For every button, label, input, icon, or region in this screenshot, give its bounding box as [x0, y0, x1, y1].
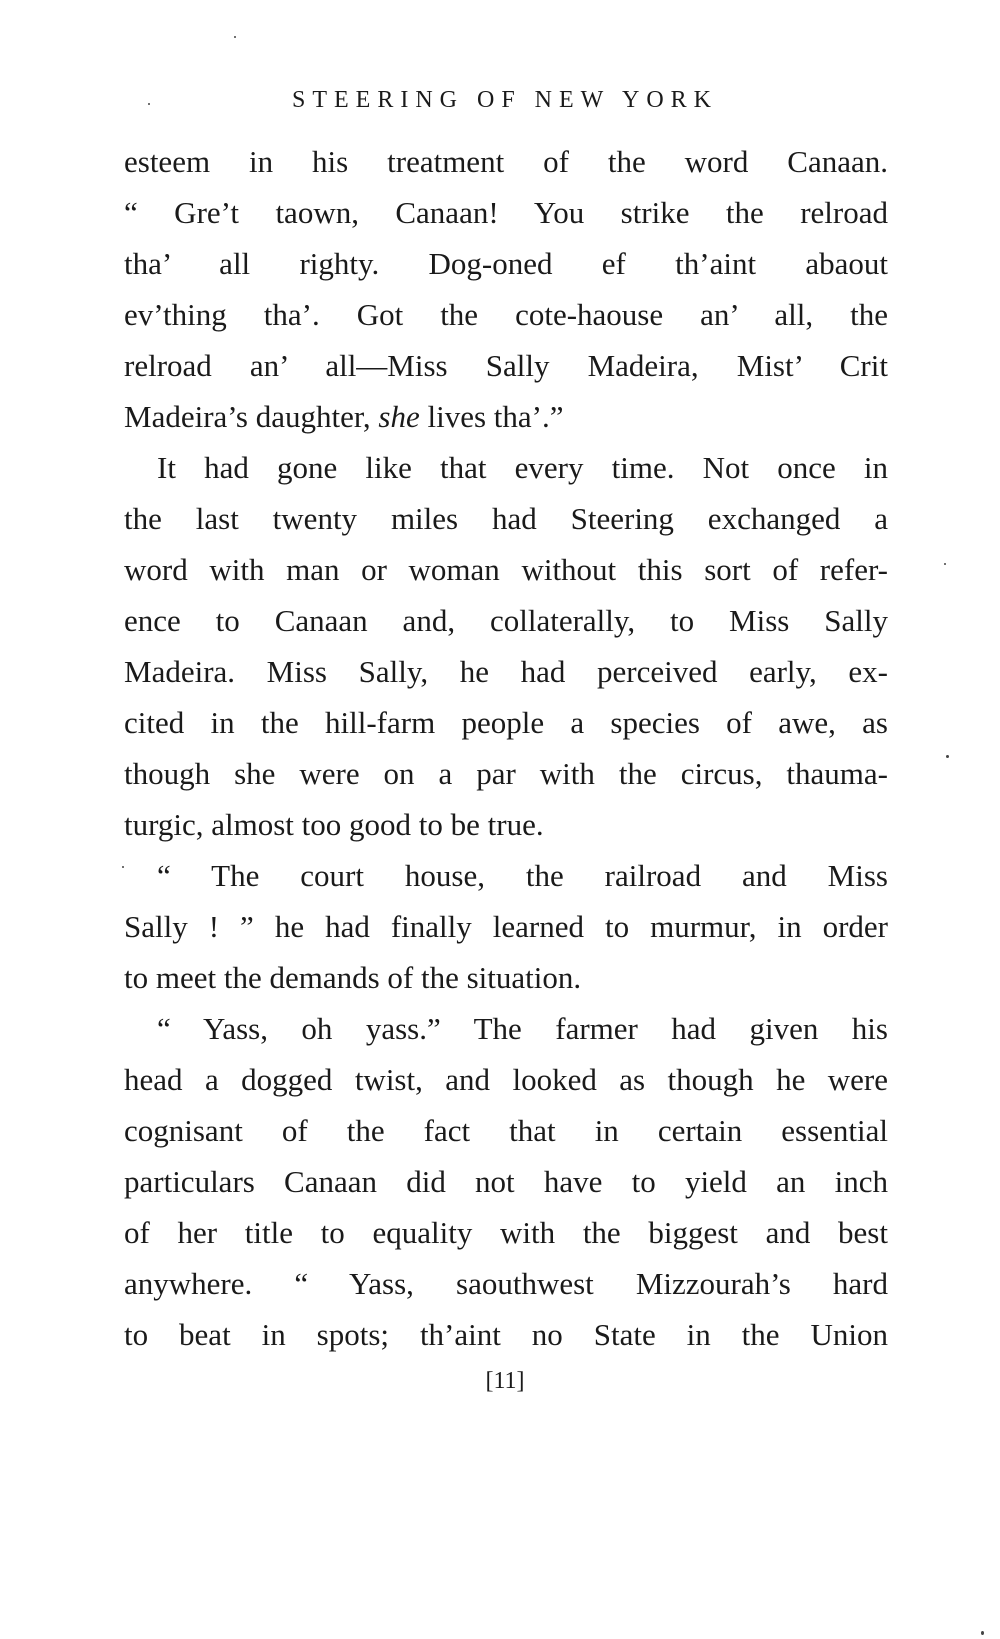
text-line: relroad an’ all—Miss Sally Madeira, Mist’ Crit — [124, 348, 888, 383]
text-fragment: lives tha’.” — [427, 399, 564, 434]
text-line: anywhere. “ Yass, saouthwest Mizzourah’s hard — [124, 1266, 888, 1301]
text-line: word with man or woman without this sort of refer- — [124, 552, 888, 587]
text-line: cited in the hill-farm people a species of awe, as — [124, 705, 888, 740]
page-number: [11] — [485, 1368, 525, 1394]
paper-speck — [981, 1631, 984, 1635]
italic-word: she — [378, 399, 420, 434]
text-line: “ The court house, the railroad and Miss — [157, 858, 888, 893]
text-fragment: Madeira’s daughter, — [124, 399, 371, 434]
text-line: Sally ! ” he had finally learned to murmur, in order — [124, 909, 888, 944]
text-line: head a dogged twist, and looked as though he were — [124, 1062, 888, 1097]
paper-speck — [944, 563, 946, 565]
text-line: to beat in spots; th’aint no State in the Union — [124, 1317, 888, 1352]
text-line: tha’ all righty. Dog-oned ef th’aint abaout — [124, 246, 888, 281]
paper-speck — [122, 866, 124, 868]
paper-speck — [946, 755, 949, 758]
running-head: STEERING OF NEW YORK — [292, 87, 718, 113]
text-line: Madeira. Miss Sally, he had perceived early, ex- — [124, 654, 888, 689]
text-line: ence to Canaan and, collaterally, to Miss Sally — [124, 603, 888, 638]
text-line: turgic, almost too good to be true. — [124, 807, 544, 842]
text-line: It had gone like that every time. Not once in — [157, 450, 888, 485]
text-line: cognisant of the fact that in certain essential — [124, 1113, 888, 1148]
text-line: to meet the demands of the situation. — [124, 960, 582, 995]
text-line: of her title to equality with the biggest and best — [124, 1215, 888, 1250]
text-line: particulars Canaan did not have to yield an inch — [124, 1164, 888, 1199]
text-line — [124, 391, 888, 442]
text-line: “ Gre’t taown, Canaan! You strike the relroad — [124, 195, 888, 230]
body-text — [124, 136, 888, 1360]
text-line: though she were on a par with the circus, thauma- — [124, 756, 888, 791]
text-line: ev’thing tha’. Got the cote-haouse an’ all, the — [124, 297, 888, 332]
paper-speck — [148, 103, 150, 105]
text-line: esteem in his treatment of the word Canaan. — [124, 144, 888, 179]
paper-speck — [234, 36, 236, 38]
text-line: the last twenty miles had Steering exchanged a — [124, 501, 888, 536]
text-line: “ Yass, oh yass.” The farmer had given his — [157, 1011, 888, 1046]
